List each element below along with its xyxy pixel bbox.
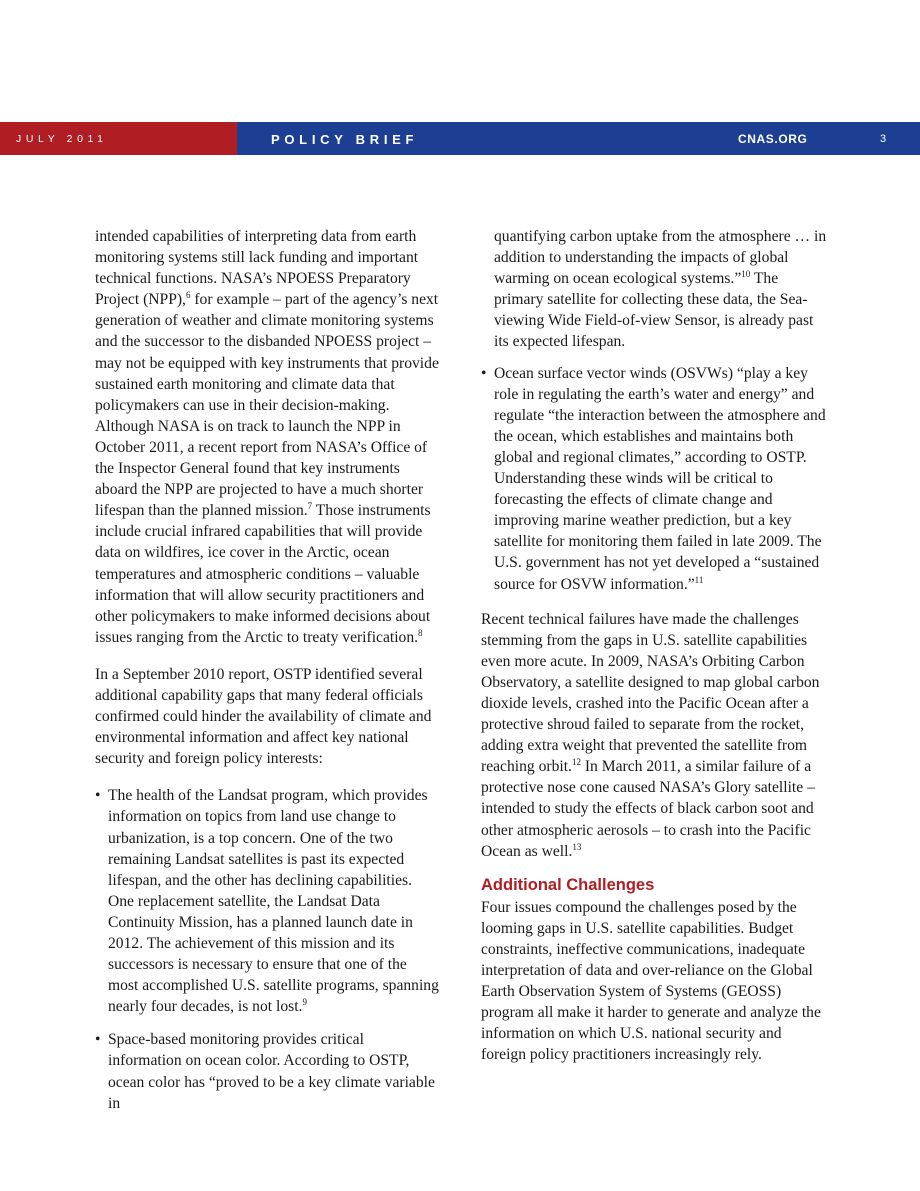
footnote-ref[interactable]: 12: [571, 757, 581, 768]
bullet-list: [481, 363, 828, 595]
bullet-icon: •: [481, 364, 487, 382]
page-header: [0, 122, 920, 155]
footnote-ref[interactable]: 7: [307, 501, 313, 512]
footnote-ref[interactable]: 9: [302, 997, 307, 1008]
header-title: POLICY BRIEF: [271, 132, 419, 147]
list-item-continued: quantifying carbon uptake from the atmosphere … in addition to understanding the impacts of global warming on ocean ecological systems.”$^{10}$ The primary satellite for collecting these data, the Sea-viewing Wide Field-of-view Sensor, is already past its expected lifespan.: [494, 228, 827, 351]
header-date: JULY 2011: [16, 133, 108, 145]
footnote-ref[interactable]: 13: [572, 841, 582, 852]
bullet-icon: •: [95, 787, 101, 805]
right-column: [481, 226, 828, 1077]
body-paragraph: In a September 2010 report, OSTP identified several additional capability gaps that many federal officials confirmed could hinder the availability of climate and environmental information and affect key national security and foreign policy interests:: [95, 665, 432, 768]
section-heading: Additional Challenges: [481, 875, 655, 894]
footnote-ref[interactable]: 6: [185, 290, 191, 301]
list-item: • The health of the Landsat program, which provides information on topics from land use change to urbanization, is a top concern. One of the two remaining Landsat satellites is past its expected lifespan, and the other has declining capabilities. One replacement satellite, the Landsat Data Continuity Mission, has a planned launch date in 2012. The achievement of this mission and its successors is necessary to ensure that one of the most accomplished U.S. satellite programs, spanning nearly four decades, is not lost.$^9$: [95, 787, 439, 1016]
bullet-list: [95, 785, 440, 1113]
body-paragraph: intended capabilities of interpreting data from earth monitoring systems still lack funding and important technical functions. NASA’s NPOESS Preparatory Project (NPP),$^6$ for example – part of the agency’s next generation of weather and climate monitoring systems and the successor to the disbanded NPOESS project – may not be equipped with key instruments that provide sustained earth monitoring and climate data that policymakers can use in their decision-making. Although NASA is on track to launch the NPP in October 2011, a recent report from NASA’s Office of the Inspector General found that key instruments aboard the NPP are projected to have a much shorter lifespan than the planned mission.$^7$ Those instruments include crucial infrared capabilities that will provide data on wildfires, ice cover in the Arctic, ocean temperatures and atmospheric conditions – valuable information that will allow security practitioners and other policymakers to make informed decisions about issues ranging from the Arctic to treaty verification.$^8$: [95, 228, 439, 646]
list-item: • Ocean surface vector winds (OSVWs) “play a key role in regulating the earth’s water and energy” and regulate “the interaction between the atmosphere and the ocean, which establishes and maintains both global and regional climates,” according to OSTP. Understanding these winds will be critical to forecasting the effects of climate change and improving marine weather prediction, but a key satellite for monitoring them failed in late 2009. The U.S. government has not yet developed a “sustained source for OSVW information.”$^{11}$: [481, 364, 826, 593]
body-paragraph: Recent technical failures have made the challenges stemming from the gaps in U.S. satellite capabilities even more acute. In 2009, NASA’s Orbiting Carbon Observatory, a satellite designed to map global carbon dioxide levels, crashed into the Pacific Ocean after a protective shroud failed to separate from the rocket, adding extra weight that prevented the satellite from reaching orbit.$^{12}$ In March 2011, a similar failure of a protective nose cone caused NASA’s Glory satellite – intended to study the effects of black carbon soot and other atmospheric aerosols – to crash into the Pacific Ocean as well.$^{13}$: [481, 610, 820, 860]
footnote-ref[interactable]: 10: [741, 269, 751, 280]
header-site-link[interactable]: CNAS.ORG: [738, 132, 808, 146]
page-number: 3: [880, 133, 887, 145]
bullet-icon: •: [95, 1031, 101, 1049]
list-item: • Space-based monitoring provides critical information on ocean color. According to OSTP, ocean color has “proved to be a key climate variable in: [95, 1031, 435, 1112]
footnote-ref[interactable]: 11: [694, 574, 704, 585]
left-column: [95, 226, 440, 1114]
body-paragraph: Four issues compound the challenges posed by the looming gaps in U.S. satellite capabilities. Budget constraints, ineffective communications, inadequate interpretation of data and over-reliance on the Global Earth Observation System of Systems (GEOSS) program all make it harder to generate and analyze the information on which U.S. national security and foreign policy practitioners increasingly rely.: [481, 898, 821, 1064]
footnote-ref[interactable]: 8: [418, 627, 423, 638]
